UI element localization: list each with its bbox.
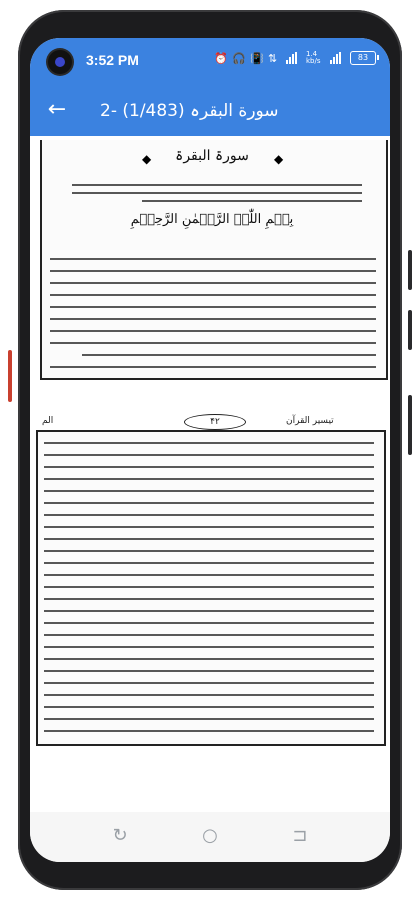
intro-line [72, 184, 362, 186]
app-bar [30, 86, 390, 136]
tafseer-line [50, 330, 376, 332]
surah-heading: سورۃ البقرۃ [175, 148, 249, 164]
tafseer-line [44, 562, 374, 564]
tafseer-line [44, 706, 374, 708]
data-arrows-icon: ⇅ [268, 52, 278, 65]
tafseer-line [44, 730, 374, 732]
front-camera [48, 50, 72, 74]
basmala: بِسۡمِ اللّٰہِ الرَّحۡمٰنِ الرَّحِیۡمِ [130, 212, 294, 227]
tafseer-line [44, 622, 374, 624]
page-title: 2- سورة البقرہ (1/483) [100, 101, 279, 121]
screen [30, 38, 390, 862]
tafseer-line [44, 610, 374, 612]
tafseer-line [50, 342, 376, 344]
alarm-icon: ⏰ [214, 52, 228, 65]
tafseer-line [50, 318, 376, 320]
tafseer-line [44, 478, 374, 480]
tafseer-line [44, 694, 374, 696]
battery-level: 83 [357, 53, 369, 62]
tafseer-line [82, 354, 376, 356]
scanned-page-bottom [36, 430, 386, 746]
tafseer-line [44, 658, 374, 660]
battery-icon [350, 51, 376, 65]
tafseer-line [44, 682, 374, 684]
tafseer-line [50, 294, 376, 296]
side-button [408, 250, 412, 290]
network-speed: 1.4 kb/s [306, 50, 321, 65]
vibrate-icon: 📳 [250, 52, 264, 65]
page-number: ۴۲ [184, 414, 246, 430]
system-nav-bar [30, 812, 390, 862]
signal-icon [330, 52, 344, 64]
tafseer-line [44, 466, 374, 468]
tafseer-line [50, 270, 376, 272]
tafseer-line [50, 282, 376, 284]
back-icon[interactable]: ⊐ [292, 825, 308, 846]
tafseer-line [44, 550, 374, 552]
book-title: تیسیر القرآن [286, 416, 334, 426]
tafseer-line [44, 574, 374, 576]
tafseer-line [44, 454, 374, 456]
heading-ornament-left: ◆ [142, 152, 152, 166]
heading-ornament-right: ◆ [274, 152, 284, 166]
side-button [408, 395, 412, 455]
status-bar [30, 38, 390, 86]
home-icon[interactable]: ○ [202, 825, 218, 846]
status-icons [214, 51, 376, 65]
tafseer-line [44, 598, 374, 600]
scanned-page-viewer[interactable] [30, 136, 390, 812]
tafseer-line [44, 718, 374, 720]
back-arrow-icon[interactable]: ← [47, 97, 67, 122]
tafseer-line [44, 586, 374, 588]
tafseer-line [44, 646, 374, 648]
tafseer-line [50, 258, 376, 260]
intro-line [72, 192, 362, 194]
tafseer-line [44, 526, 374, 528]
intro-line [142, 200, 362, 202]
recent-apps-icon[interactable]: ↻ [112, 825, 128, 846]
tafseer-line [50, 366, 376, 368]
tafseer-line [50, 306, 376, 308]
tafseer-line [44, 670, 374, 672]
status-time: 3:52 PM [86, 52, 139, 68]
signal-icon [286, 52, 300, 64]
tafseer-line [44, 502, 374, 504]
tafseer-line [44, 634, 374, 636]
tafseer-line [44, 538, 374, 540]
side-button [408, 310, 412, 350]
tafseer-line [44, 514, 374, 516]
side-button [8, 350, 12, 402]
scanned-page-top [40, 140, 388, 380]
tafseer-line [44, 442, 374, 444]
tafseer-line [44, 490, 374, 492]
headset-icon: 🎧 [232, 52, 246, 65]
para-name: الم [42, 416, 54, 426]
